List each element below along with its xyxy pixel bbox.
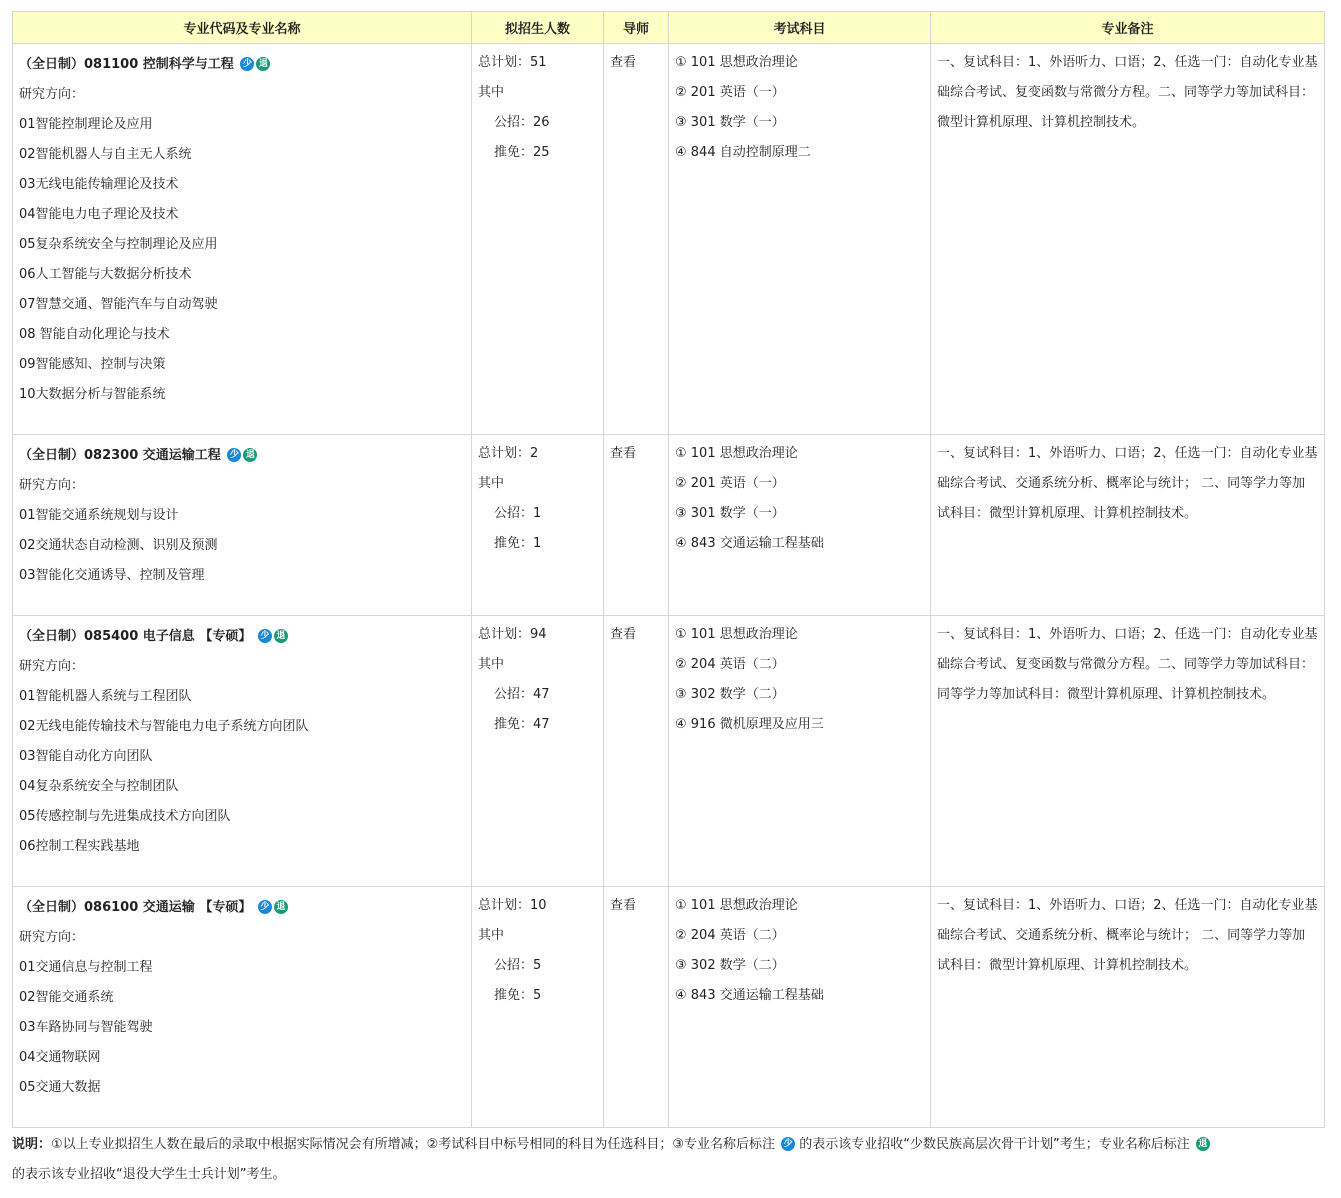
mentor-cell — [604, 616, 669, 887]
direction-item: 01交通信息与控制工程 — [19, 960, 153, 975]
subject-item: ① 101 思想政治理论 — [675, 627, 798, 642]
quota-total: 总计划：94 — [478, 627, 547, 642]
quota-public: 公招：5 — [494, 958, 542, 973]
quota-public: 公招：47 — [494, 687, 550, 702]
table-row — [13, 435, 1325, 616]
direction-item: 05复杂系统安全与控制理论及应用 — [19, 237, 218, 252]
footer-text-2: 的表示该专业招收“少数民族高层次骨干计划”考生；专业名称后标注 — [799, 1137, 1190, 1152]
direction-item: 05传感控制与先进集成技术方向团队 — [19, 809, 231, 824]
direction-label: 研究方向： — [19, 478, 85, 493]
major-title — [19, 50, 465, 80]
quota-exempt: 推免：47 — [494, 717, 550, 732]
remark-text: 一、复试科目：1、外语听力、口语；2、任选一门：自动化专业基础综合考试、复变函数与常微分方程。二、同等学力等加试科目：同等学力等加试科目：微型计算机原理、计算机控制技术。 — [937, 627, 1318, 702]
direction-item: 04交通物联网 — [19, 1050, 101, 1065]
quota-cell — [472, 435, 604, 616]
direction-item: 02无线电能传输技术与智能电力电子系统方向团队 — [19, 719, 309, 734]
subject-item: ③ 301 数学（一） — [675, 506, 785, 521]
table-body — [13, 44, 1325, 1128]
remarks-cell — [931, 887, 1325, 1128]
major-title-text[interactable]: （全日制）086100 交通运输 【专硕】 — [19, 900, 252, 915]
remarks-cell — [931, 616, 1325, 887]
direction-label: 研究方向： — [19, 930, 85, 945]
minority-plan-icon: 少 — [227, 448, 241, 462]
table-row — [13, 616, 1325, 887]
footer-text-3: 的表示该专业招收“退役大学生士兵计划”考生。 — [12, 1167, 286, 1182]
quota-cell — [472, 616, 604, 887]
remark-text: 一、复试科目：1、外语听力、口语；2、任选一门：自动化专业基础综合考试、交通系统分析、概率论与统计； 二、同等学力等加试科目：微型计算机原理、计算机控制技术。 — [937, 446, 1318, 521]
minority-plan-icon: 少 — [781, 1137, 795, 1151]
quota-cell — [472, 887, 604, 1128]
subjects-cell — [669, 435, 931, 616]
quota-cell — [472, 44, 604, 435]
subject-item: ④ 843 交通运输工程基础 — [675, 988, 824, 1003]
remarks-cell — [931, 44, 1325, 435]
mentor-cell — [604, 435, 669, 616]
subject-item: ② 204 英语（二） — [675, 928, 785, 943]
table-row — [13, 887, 1325, 1128]
footer-text-1: ①以上专业拟招生人数在最后的录取中根据实际情况会有所增减；②考试科目中标号相同的科目为任选科目；③专业名称后标注 — [51, 1137, 775, 1152]
direction-item: 02智能交通系统 — [19, 990, 114, 1005]
direction-item: 03车路协同与智能驾驶 — [19, 1020, 153, 1035]
direction-label: 研究方向： — [19, 659, 85, 674]
catalog-table — [12, 11, 1325, 1128]
subject-item: ① 101 思想政治理论 — [675, 898, 798, 913]
subject-item: ③ 302 数学（二） — [675, 687, 785, 702]
subject-item: ① 101 思想政治理论 — [675, 446, 798, 461]
direction-item: 02智能机器人与自主无人系统 — [19, 147, 192, 162]
veteran-plan-icon: 退 — [243, 448, 257, 462]
footer-note — [12, 1130, 1330, 1190]
header-remarks: 专业备注 — [931, 12, 1325, 44]
major-title-text[interactable]: （全日制）082300 交通运输工程 — [19, 448, 221, 463]
mentor-view-link[interactable]: 查看 — [610, 55, 637, 70]
major-cell — [13, 435, 472, 616]
direction-label: 研究方向： — [19, 87, 85, 102]
direction-item: 04智能电力电子理论及技术 — [19, 207, 179, 222]
header-mentor: 导师 — [604, 12, 669, 44]
major-cell — [13, 887, 472, 1128]
quota-among: 其中 — [478, 928, 505, 943]
direction-item: 08 智能自动化理论与技术 — [19, 327, 170, 342]
subject-item: ③ 302 数学（二） — [675, 958, 785, 973]
direction-item: 03无线电能传输理论及技术 — [19, 177, 179, 192]
direction-item: 04复杂系统安全与控制团队 — [19, 779, 179, 794]
quota-public: 公招：1 — [494, 506, 542, 521]
quota-total: 总计划：51 — [478, 55, 547, 70]
direction-item: 06人工智能与大数据分析技术 — [19, 267, 192, 282]
subjects-cell — [669, 887, 931, 1128]
remarks-cell — [931, 435, 1325, 616]
major-cell — [13, 44, 472, 435]
major-title — [19, 622, 465, 652]
direction-item: 01智能机器人系统与工程团队 — [19, 689, 192, 704]
subject-item: ④ 916 微机原理及应用三 — [675, 717, 824, 732]
quota-among: 其中 — [478, 85, 505, 100]
direction-item: 05交通大数据 — [19, 1080, 101, 1095]
mentor-view-link[interactable]: 查看 — [610, 446, 637, 461]
quota-among: 其中 — [478, 476, 505, 491]
direction-item: 09智能感知、控制与决策 — [19, 357, 166, 372]
subjects-cell — [669, 44, 931, 435]
minority-plan-icon: 少 — [258, 629, 272, 643]
quota-among: 其中 — [478, 657, 505, 672]
major-title-text[interactable]: （全日制）081100 控制科学与工程 — [19, 57, 234, 72]
mentor-cell — [604, 887, 669, 1128]
direction-item: 03智能自动化方向团队 — [19, 749, 153, 764]
remark-text: 一、复试科目：1、外语听力、口语；2、任选一门：自动化专业基础综合考试、交通系统分析、概率论与统计； 二、同等学力等加试科目：微型计算机原理、计算机控制技术。 — [937, 898, 1318, 973]
veteran-plan-icon: 退 — [1196, 1137, 1210, 1151]
table-row — [13, 44, 1325, 435]
direction-item: 10大数据分析与智能系统 — [19, 387, 166, 402]
subject-item: ④ 843 交通运输工程基础 — [675, 536, 824, 551]
quota-total: 总计划：10 — [478, 898, 547, 913]
subjects-cell — [669, 616, 931, 887]
quota-exempt: 推免：5 — [494, 988, 542, 1003]
veteran-plan-icon: 退 — [256, 57, 270, 71]
mentor-cell — [604, 44, 669, 435]
mentor-view-link[interactable]: 查看 — [610, 627, 637, 642]
header-subjects: 考试科目 — [669, 12, 931, 44]
subject-item: ② 201 英语（一） — [675, 85, 785, 100]
direction-item: 02交通状态自动检测、识别及预测 — [19, 538, 218, 553]
subject-item: ① 101 思想政治理论 — [675, 55, 798, 70]
major-cell — [13, 616, 472, 887]
subject-item: ③ 301 数学（一） — [675, 115, 785, 130]
subject-item: ④ 844 自动控制原理二 — [675, 145, 811, 160]
veteran-plan-icon: 退 — [274, 900, 288, 914]
quota-exempt: 推免：1 — [494, 536, 542, 551]
minority-plan-icon: 少 — [258, 900, 272, 914]
major-title — [19, 441, 465, 471]
mentor-view-link[interactable]: 查看 — [610, 898, 637, 913]
major-title-text[interactable]: （全日制）085400 电子信息 【专硕】 — [19, 629, 252, 644]
subject-item: ② 201 英语（一） — [675, 476, 785, 491]
header-major: 专业代码及专业名称 — [13, 12, 472, 44]
veteran-plan-icon: 退 — [274, 629, 288, 643]
direction-item: 01智能交通系统规划与设计 — [19, 508, 179, 523]
direction-item: 01智能控制理论及应用 — [19, 117, 153, 132]
table-header-row — [13, 12, 1325, 44]
catalog-table-wrapper — [12, 11, 1324, 1128]
direction-item: 06控制工程实践基地 — [19, 839, 140, 854]
header-quota: 拟招生人数 — [472, 12, 604, 44]
major-title — [19, 893, 465, 923]
direction-item: 03智能化交通诱导、控制及管理 — [19, 568, 205, 583]
quota-exempt: 推免：25 — [494, 145, 550, 160]
remark-text: 一、复试科目：1、外语听力、口语；2、任选一门：自动化专业基础综合考试、复变函数与常微分方程。二、同等学力等加试科目：微型计算机原理、计算机控制技术。 — [937, 55, 1318, 130]
direction-item: 07智慧交通、智能汽车与自动驾驶 — [19, 297, 218, 312]
quota-public: 公招：26 — [494, 115, 550, 130]
footer-label: 说明： — [12, 1137, 52, 1152]
minority-plan-icon: 少 — [240, 57, 254, 71]
quota-total: 总计划：2 — [478, 446, 539, 461]
subject-item: ② 204 英语（二） — [675, 657, 785, 672]
